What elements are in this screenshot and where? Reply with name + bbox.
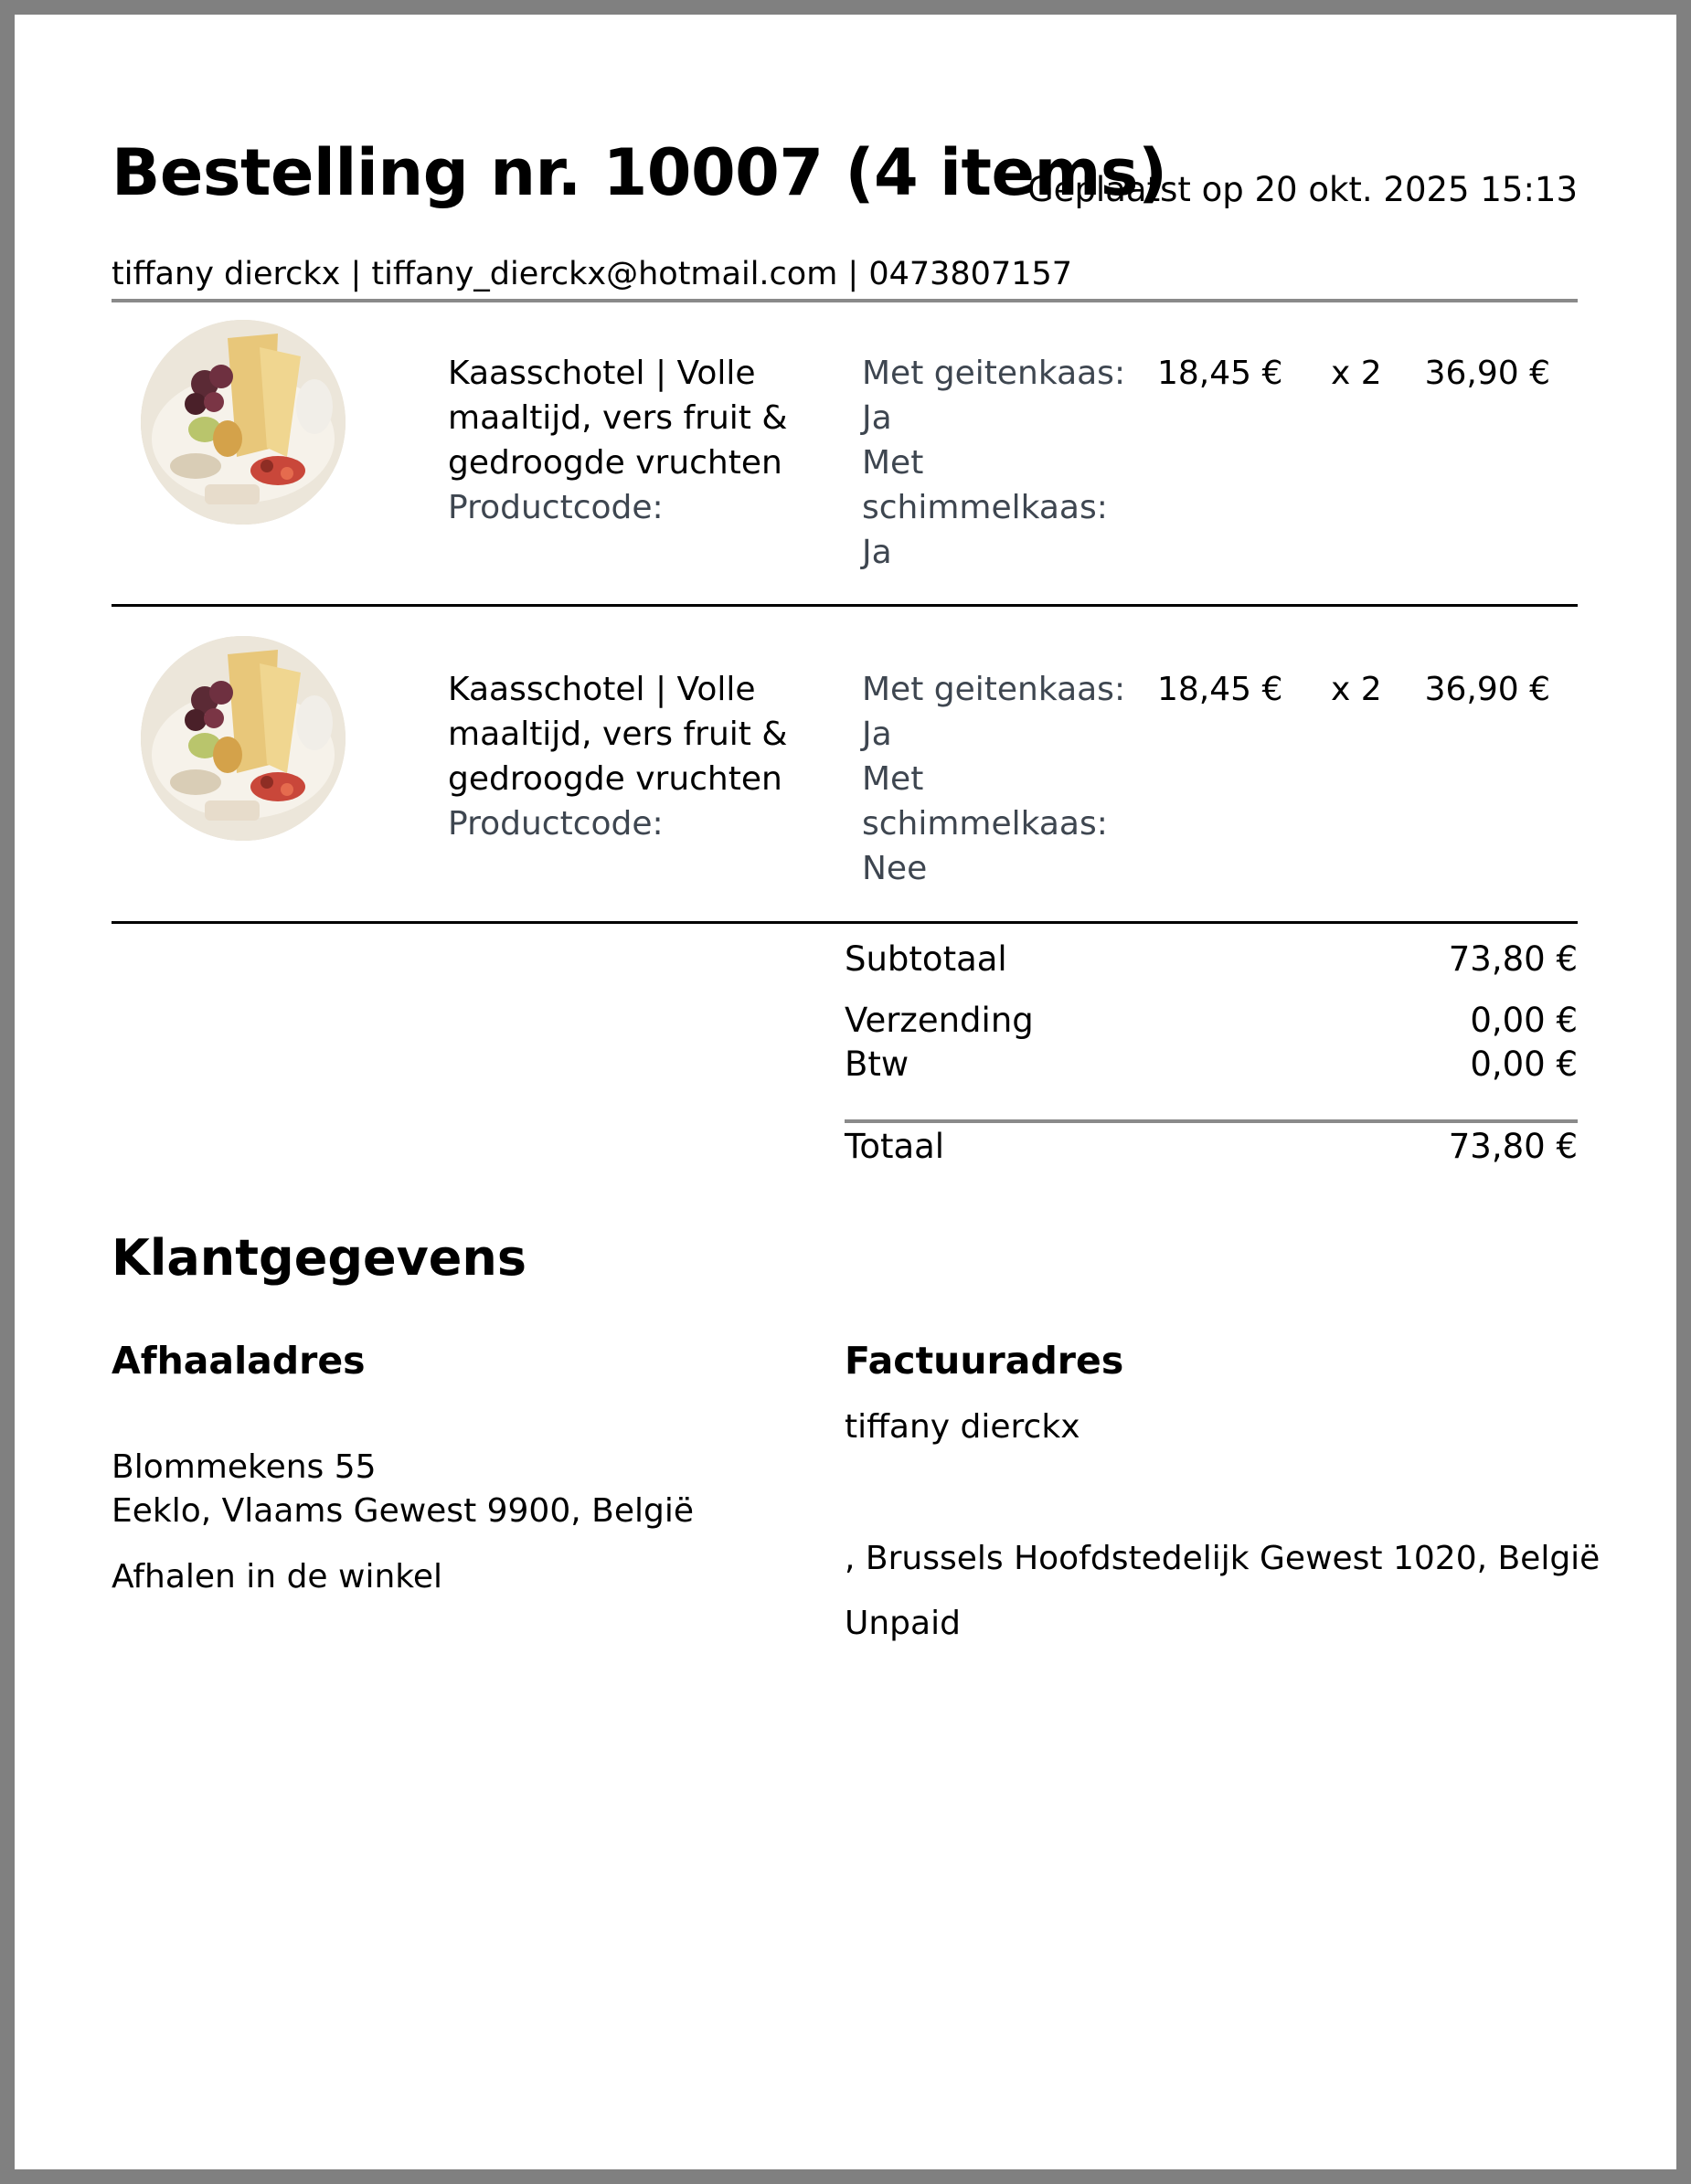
tax-row [845, 1043, 1578, 1087]
shipping-value: 0,00 € [1470, 1001, 1578, 1040]
pickup-city: Eeklo, Vlaams Gewest 9900, België [112, 1492, 694, 1530]
unit-price: 18,45 € [1157, 671, 1283, 708]
header-divider [112, 299, 1578, 302]
cheese-platter-image [141, 320, 346, 525]
line-total: 36,90 € [1424, 671, 1550, 708]
quantity: x 2 [1331, 671, 1382, 708]
item-divider [112, 604, 1578, 607]
billing-name: tiffany dierckx [845, 1408, 1080, 1446]
tax-value: 0,00 € [1470, 1044, 1578, 1084]
option-line: Met geitenkaas: [862, 355, 1126, 392]
shipping-label: Verzending [845, 1001, 1034, 1040]
product-name-line: maaltijd, vers fruit & [448, 716, 788, 753]
subtotal-label: Subtotaal [845, 939, 1007, 979]
option-line: schimmelkaas: [862, 489, 1108, 526]
product-options [862, 667, 1136, 891]
product-name-line: Kaasschotel | Volle [448, 355, 756, 392]
product-code-label: Productcode: [448, 805, 664, 843]
pickup-method: Afhalen in de winkel [112, 1558, 442, 1596]
cheese-platter-image [141, 636, 346, 841]
pickup-street: Blommekens 55 [112, 1448, 377, 1486]
product-options [862, 351, 1136, 575]
product-code-label: Productcode: [448, 489, 664, 526]
product-name-line: Kaasschotel | Volle [448, 671, 756, 708]
shipping-row [845, 999, 1578, 1043]
customer-heading: Klantgegevens [112, 1229, 527, 1287]
quantity: x 2 [1331, 355, 1382, 392]
product-name-line: maaltijd, vers fruit & [448, 399, 788, 437]
order-placed-date: Geplaatst op 20 okt. 2025 15:13 [1027, 170, 1578, 209]
total-row [845, 1125, 1578, 1169]
product-name [448, 667, 832, 846]
option-line: Met [862, 760, 924, 798]
subtotal-value: 73,80 € [1448, 939, 1578, 979]
product-name-line: gedroogde vruchten [448, 444, 782, 482]
option-line: schimmelkaas: [862, 805, 1108, 843]
billing-heading: Factuuradres [845, 1339, 1124, 1383]
option-line: Ja [862, 399, 892, 437]
item-divider [112, 921, 1578, 924]
line-total: 36,90 € [1424, 355, 1550, 392]
tax-label: Btw [845, 1044, 909, 1084]
option-line: Nee [862, 850, 928, 887]
product-name-line: gedroogde vruchten [448, 760, 782, 798]
order-sheet [15, 15, 1676, 2169]
product-image [141, 320, 346, 525]
unit-price: 18,45 € [1157, 355, 1283, 392]
customer-contact-line: tiffany dierckx | tiffany_dierckx@hotmail.com | 0473807157 [112, 256, 1073, 292]
total-label: Totaal [845, 1127, 945, 1166]
totals-divider [845, 1119, 1578, 1123]
option-line: Met geitenkaas: [862, 671, 1126, 708]
option-line: Ja [862, 534, 892, 571]
product-image [141, 636, 346, 841]
order-title: Bestelling nr. 10007 (4 items) [112, 135, 1167, 210]
payment-status: Unpaid [845, 1605, 961, 1642]
option-line: Ja [862, 716, 892, 753]
product-name [448, 351, 832, 530]
billing-address: , Brussels Hoofdstedelijk Gewest 1020, België [845, 1540, 1601, 1577]
subtotal-row [845, 938, 1578, 981]
option-line: Met [862, 444, 924, 482]
total-value: 73,80 € [1448, 1127, 1578, 1166]
pickup-heading: Afhaaladres [112, 1339, 366, 1383]
